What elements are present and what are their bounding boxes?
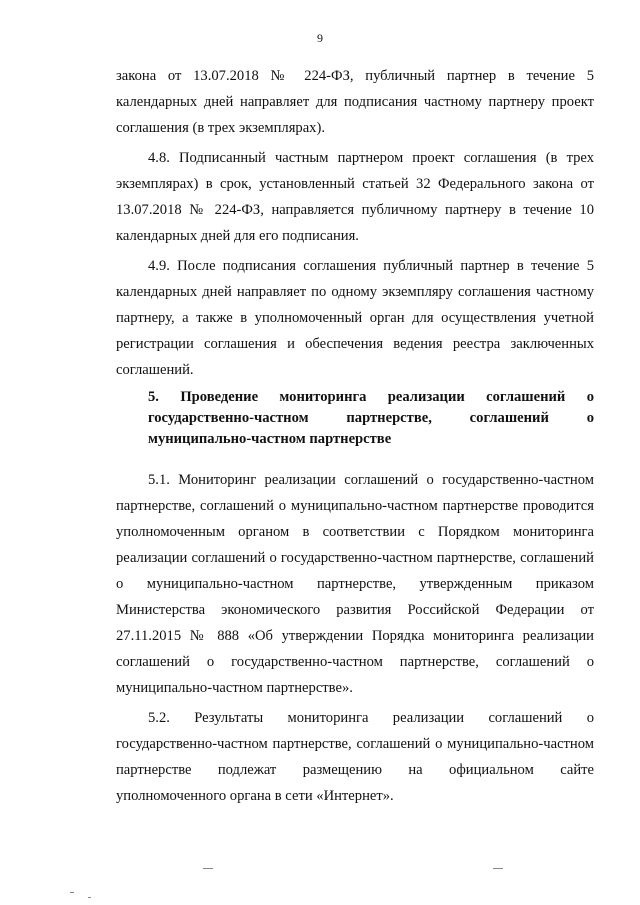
document-body (116, 63, 594, 813)
scan-speck (70, 892, 74, 893)
paragraph-5-1: 5.1. Мониторинг реализации соглашений о государственно-частном партнерстве, соглашений о муниципально-частном партнерстве проводится уполномоченным органом в соответствии с Порядком мониторинга реализации соглашений о государственно-частном партнерстве, соглашений о муниципально-частном партнерстве, утвержденным приказом Министерства экономического развития Российской Федерации от 27.11.2015 № 888 «Об утверждении Порядка мониторинга реализации соглашений о государственно-частном партнерстве, соглашений о муниципально-частном партнерстве». (116, 472, 594, 696)
page-number: 9 (317, 31, 323, 45)
scan-speck (203, 868, 213, 869)
paragraph-continuation: закона от 13.07.2018 № 224-ФЗ, публичный партнер в течение 5 календарных дней направляет для подписания частному партнеру проект соглашения (в трех экземплярах). (116, 68, 594, 136)
paragraph-4-8: 4.8. Подписанный частным партнером проект соглашения (в трех экземплярах) в срок, установленный статьей 32 Федерального закона от 13.07.2018 № 224-ФЗ, направляется публичному партнеру в течение 10 календарных дней для его подписания. (116, 150, 594, 244)
paragraph-4-9: 4.9. После подписания соглашения публичный партнер в течение 5 календарных дней направляет по одному экземпляру соглашения частному партнеру, а также в уполномоченный орган для осуществления учетной регистрации соглашения и обеспечения ведения реестра заключенных соглашений. (116, 258, 594, 378)
section-5-heading: 5. Проведение мониторинга реализации соглашений о государственно-частном партнерстве, соглашений о муниципально-частном партнерстве (148, 389, 594, 447)
scan-speck (88, 897, 91, 898)
paragraph-5-2: 5.2. Результаты мониторинга реализации соглашений о государственно-частном партнерстве, соглашений о муниципально-частном партнерстве подлежат размещению на официальном сайте уполномоченного органа в сети «Интернет». (116, 710, 594, 804)
scan-speck (493, 868, 503, 869)
